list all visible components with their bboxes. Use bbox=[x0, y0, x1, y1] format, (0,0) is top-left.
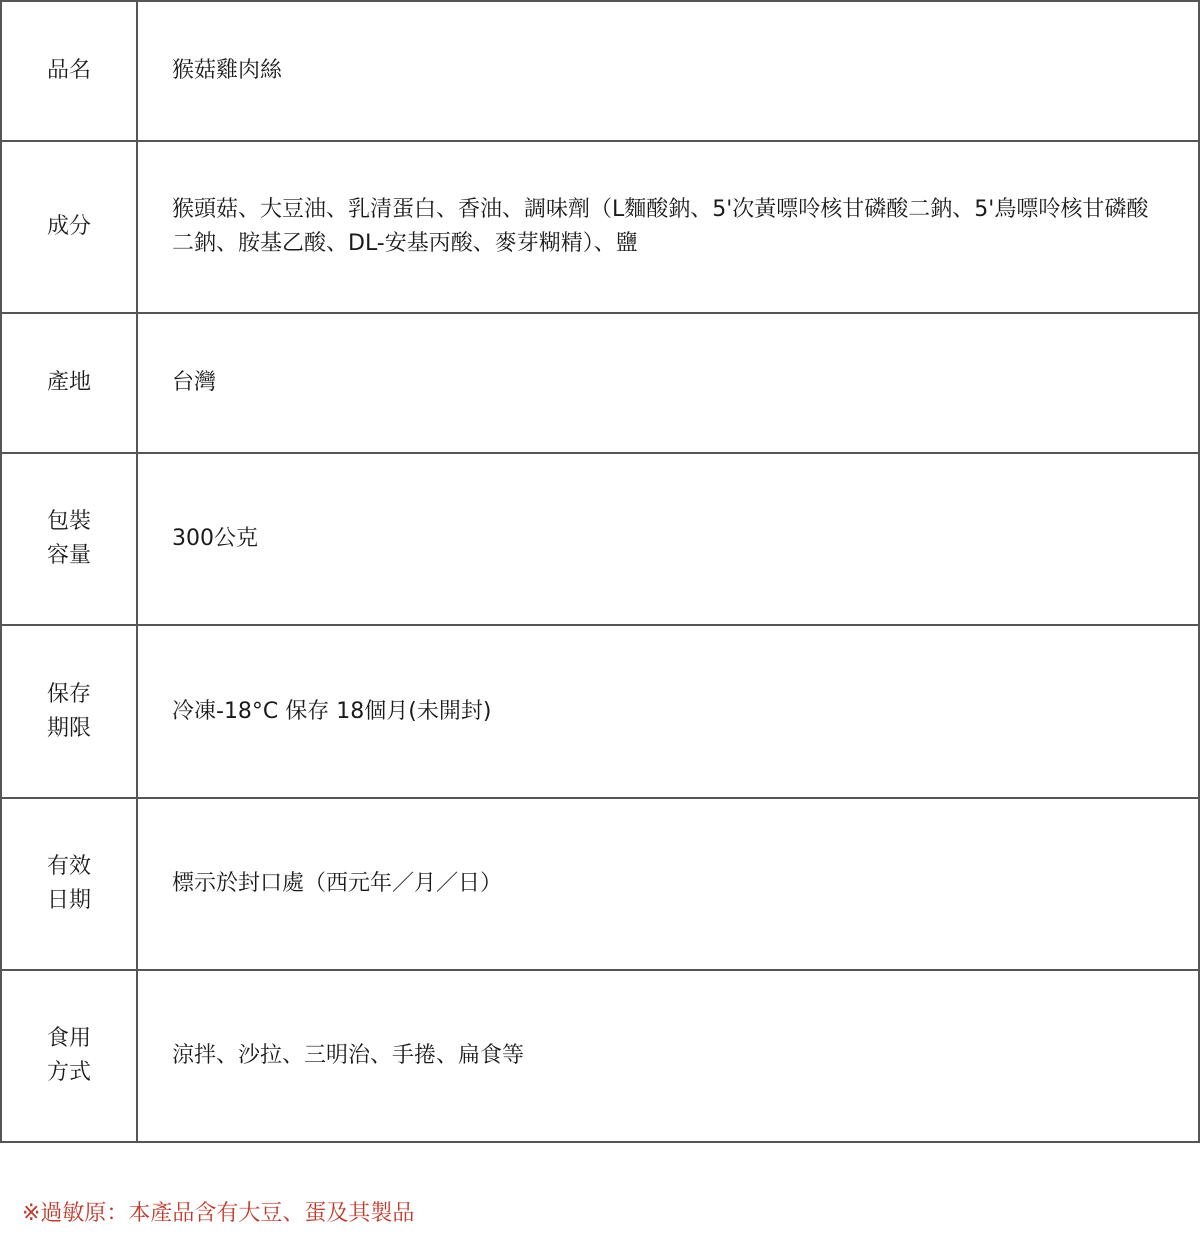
spec-label-cell bbox=[1, 798, 137, 970]
spec-label: 有效日期 bbox=[46, 854, 91, 913]
spec-row-origin bbox=[1, 313, 1199, 453]
spec-label: 成分 bbox=[46, 214, 91, 239]
spec-value: 猴頭菇、大豆油、乳清蛋白、香油、調味劑（L麵酸鈉、5'次黃嘌呤核甘磷酸二鈉、5'鳥嘌呤核甘磷酸二鈉、胺基乙酸、DL-安基丙酸、麥芽糊精）、鹽 bbox=[137, 141, 1199, 313]
spec-label: 品名 bbox=[46, 58, 91, 83]
spec-value: 冷凍-18°C 保存 18個月(未開封) bbox=[137, 625, 1199, 798]
spec-value: 300公克 bbox=[137, 453, 1199, 625]
spec-value: 涼拌、沙拉、三明治、手捲、扁食等 bbox=[137, 970, 1199, 1142]
spec-label-cell bbox=[1, 141, 137, 313]
spec-label-cell bbox=[1, 625, 137, 798]
spec-label-cell bbox=[1, 1, 137, 141]
spec-row-ingredients bbox=[1, 141, 1199, 313]
spec-row-product-name bbox=[1, 1, 1199, 141]
spec-label: 產地 bbox=[46, 370, 91, 395]
spec-label-cell bbox=[1, 313, 137, 453]
spec-value: 猴菇雞肉絲 bbox=[137, 1, 1199, 141]
allergen-note: ※過敏原：本產品含有大豆、蛋及其製品 bbox=[22, 1201, 415, 1226]
spec-row-package-size bbox=[1, 453, 1199, 625]
spec-label: 食用方式 bbox=[46, 1026, 91, 1085]
spec-label-cell bbox=[1, 453, 137, 625]
spec-row-expiry-date bbox=[1, 798, 1199, 970]
spec-label: 包裝容量 bbox=[46, 509, 91, 568]
spec-value: 標示於封口處（西元年／月／日） bbox=[137, 798, 1199, 970]
spec-row-usage bbox=[1, 970, 1199, 1142]
spec-value: 台灣 bbox=[137, 313, 1199, 453]
spec-row-shelf-life bbox=[1, 625, 1199, 798]
spec-label-cell bbox=[1, 970, 137, 1142]
spec-label: 保存期限 bbox=[46, 681, 91, 741]
